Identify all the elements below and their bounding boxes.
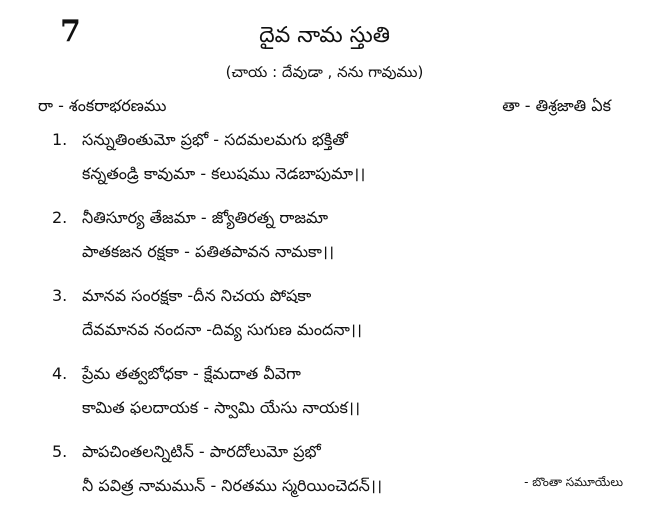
stanza-line-text: ప్రేమ తత్వబోధకా - క్షేమదాత వీవెగా <box>82 364 301 383</box>
stanza-line-text: నీ పవిత్ర నామమున్ - నిరతము స్మరియించెదన్।। <box>82 476 383 495</box>
stanza-number: 4. <box>52 364 68 383</box>
stanza-line <box>52 240 612 274</box>
stanza-line-text: పాపచింతలన్నిటిన్ - పారదోలుమో ప్రభో <box>82 442 321 461</box>
stanza-line <box>52 128 612 162</box>
stanza-line <box>52 284 612 318</box>
stanza-line <box>52 362 612 396</box>
stanza-line-text: మానవ సంరక్షకా -దీన నిచయ పోషకా <box>82 286 312 305</box>
stanza-line-text: పాతకజన రక్షకా - పతితపావన నామకా।। <box>82 242 335 261</box>
stanza-line <box>52 318 612 352</box>
stanza-line-text: సన్నుతింతుమో ప్రభో - సదమలమగు భక్తితో <box>82 130 348 149</box>
stanza-number: 5. <box>52 442 68 461</box>
stanza-list <box>52 128 612 518</box>
stanza-line <box>52 396 612 430</box>
author-attribution: - బొంతా సమూయేలు <box>524 475 623 489</box>
stanza-line-text: కామిత ఫలదాయక - స్వామి యేసు నాయక।। <box>82 398 361 417</box>
stanza-line-text: కన్నతండ్రి కావుమా - కలుషము నెడబాపుమా।। <box>82 164 366 183</box>
page-number: 7 <box>60 14 81 49</box>
stanza-line <box>52 206 612 240</box>
stanza-number: 3. <box>52 286 68 305</box>
stanza-4 <box>52 362 612 430</box>
stanza-line <box>52 440 612 474</box>
hymn-tune-note: (చాయ : దేవుడా , నను గావుము) <box>225 63 424 81</box>
hymn-title: దైవ నామ స్తుతి <box>259 23 390 48</box>
stanza-number: 1. <box>52 130 68 149</box>
stanza-line-text: దేవమానవ నందనా -దివ్య సుగుణ మందనా।। <box>82 320 362 339</box>
stanza-number: 2. <box>52 208 68 227</box>
tala-label: తా - తిశ్రజాతి ఏక <box>502 96 611 115</box>
stanza-3 <box>52 284 612 352</box>
stanza-1 <box>52 128 612 196</box>
stanza-2 <box>52 206 612 274</box>
stanza-line <box>52 162 612 196</box>
stanza-line-text: నీతిసూర్య తేజమా - జ్యోతిరత్న రాజమా <box>82 208 329 227</box>
raga-label: రా - శంకరాభరణము <box>38 96 167 115</box>
